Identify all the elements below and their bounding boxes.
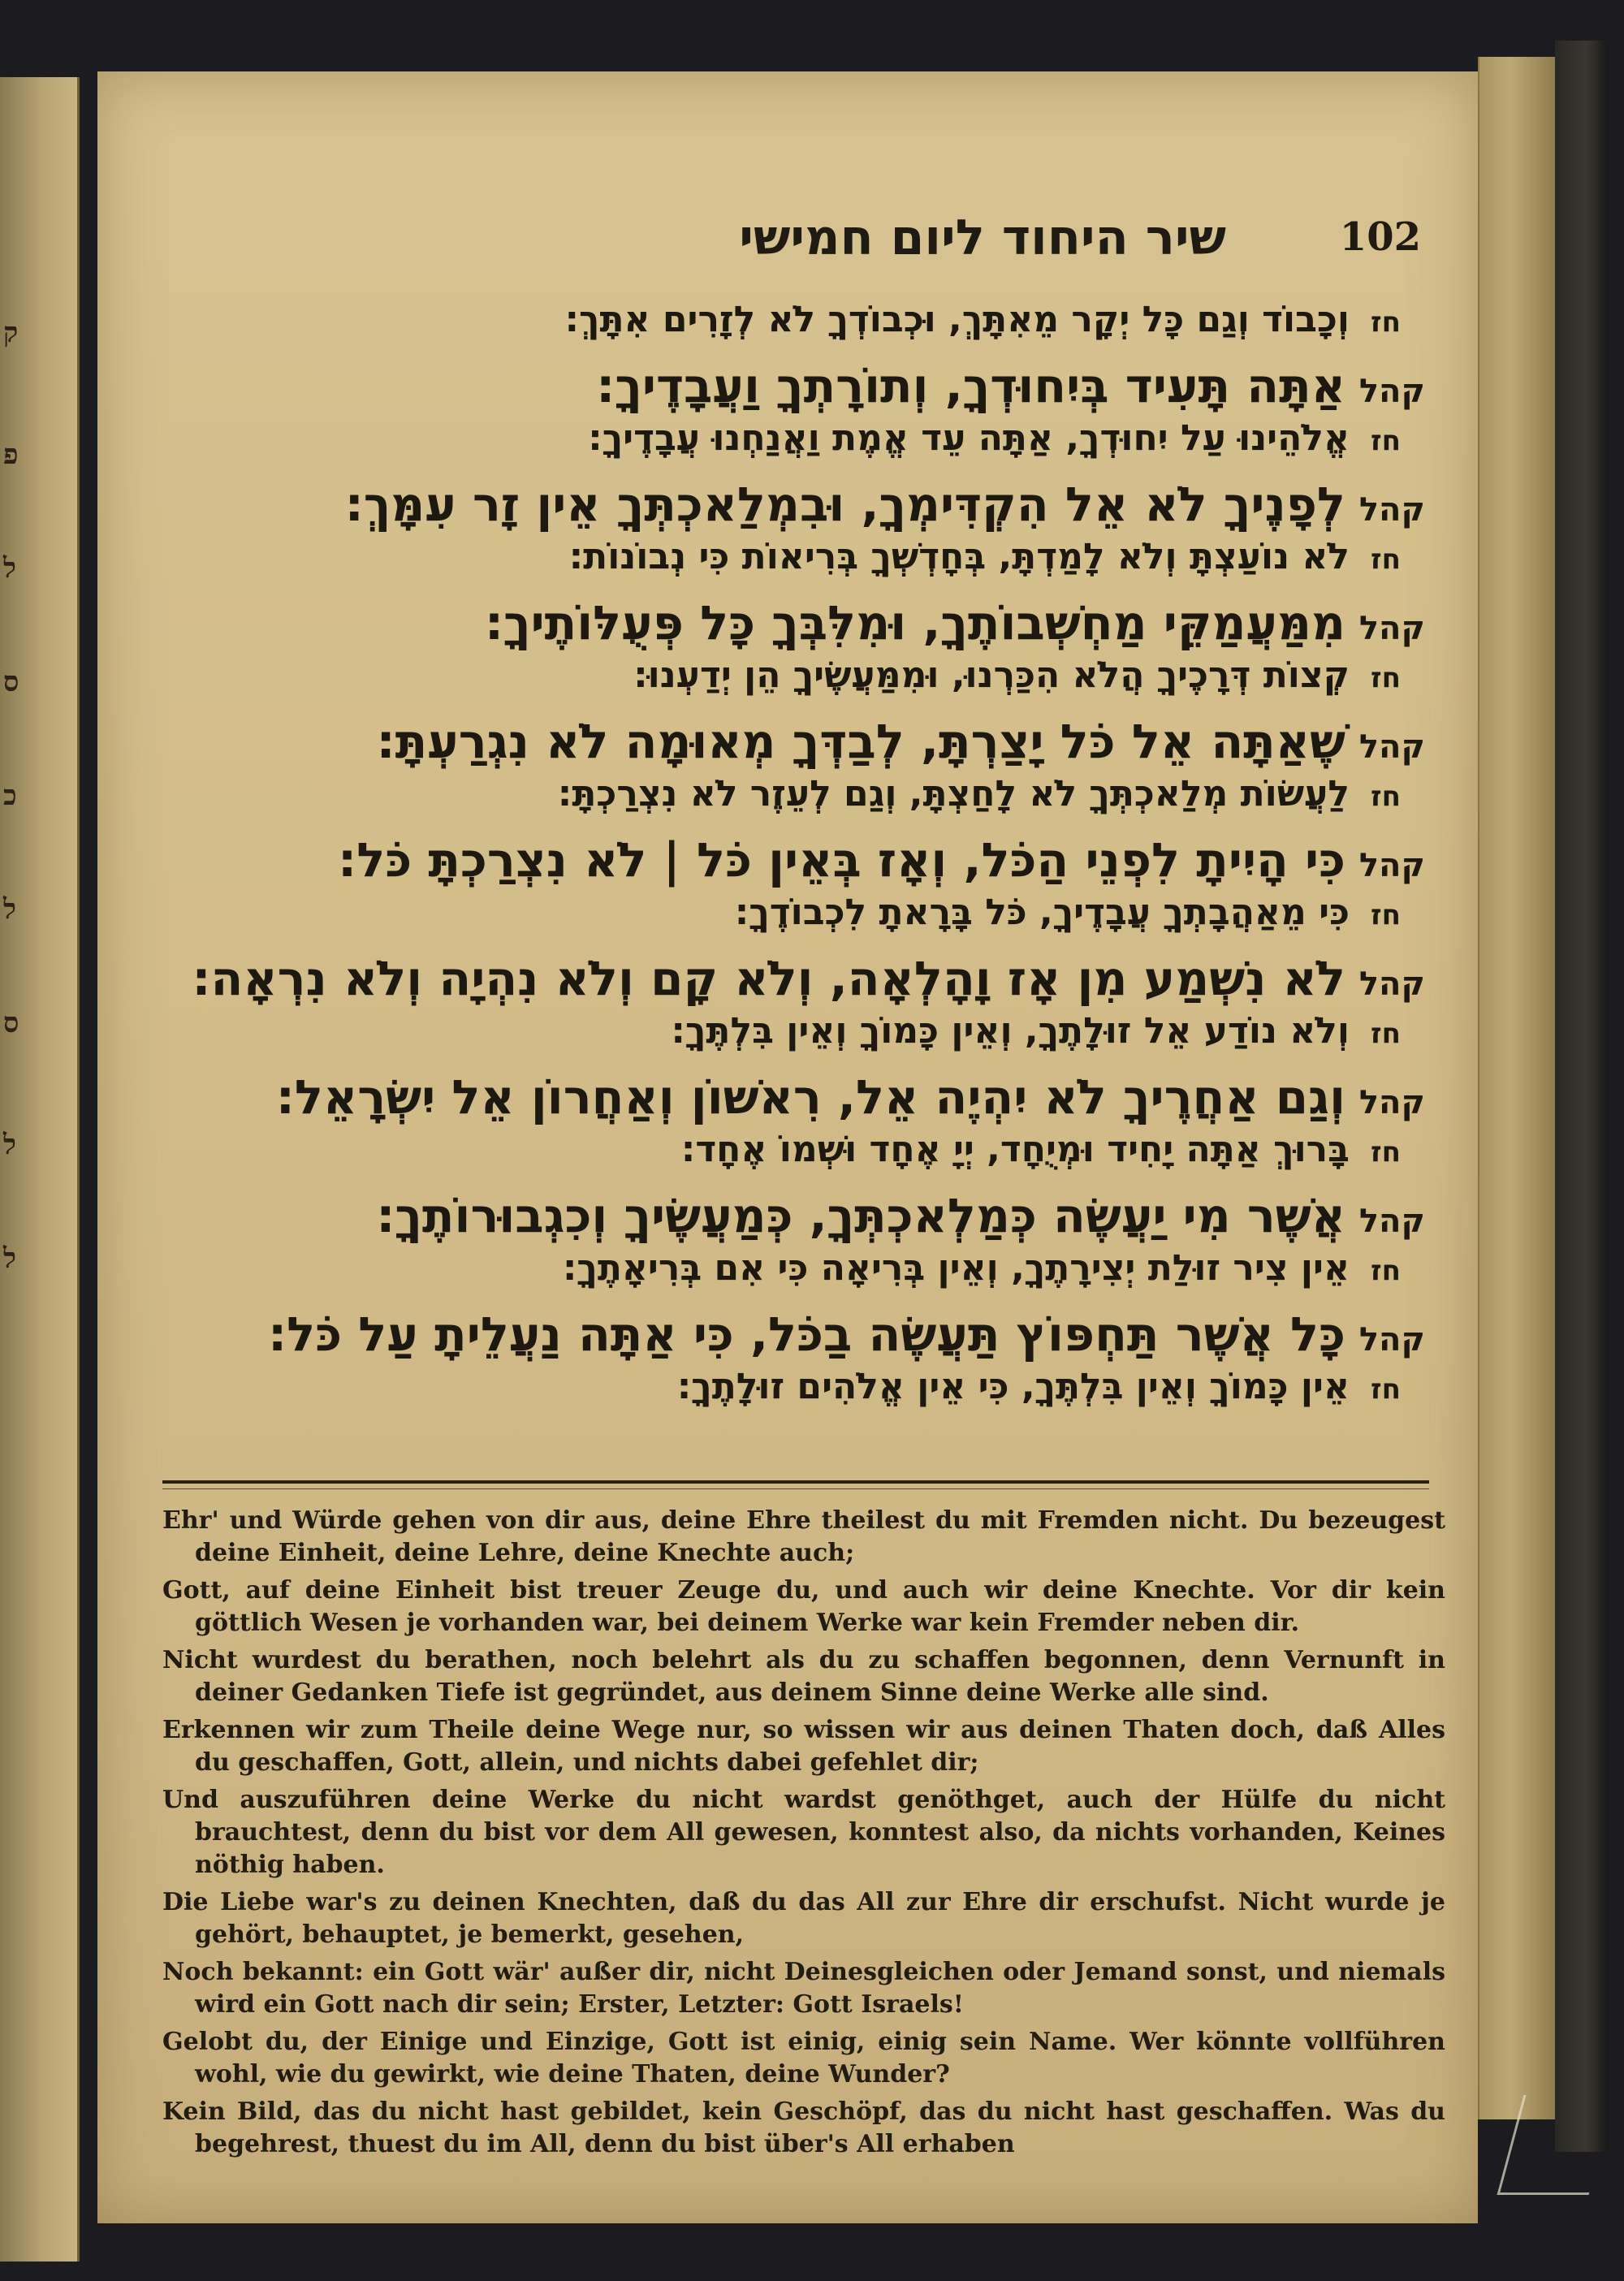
verse-text: אֵין כָּמוֹךָ וְאֵין בִּלְתֶּךָ, כִּי אֵין אֱלֹהִים זוּלָתֶךָ: [676,1366,1350,1407]
kahal-role-label: קהל [1358,728,1425,766]
hazzan-role-label: חז [1371,1373,1401,1406]
hazzan-verse-line [187,1247,1425,1289]
kahal-role-label: קהל [1358,1321,1425,1359]
kahal-role-label: קהל [1358,1084,1425,1121]
kahal-verse-line [187,832,1425,888]
hazzan-role-label: חז [1371,306,1401,339]
translation-paragraph: Gelobt du, der Einige und Einzige, Gott ist einig, einig sein Name. Wer könnte vollführen wohl, wie du gewirkt, wie deine Thaten, deine Wunder? [162,2028,1445,2089]
kahal-verse-line [187,358,1425,413]
kahal-verse-line [187,477,1425,532]
kahal-verse-line [187,1307,1425,1362]
verse-text: וְגַם אַחֲרֶיךָ לֹא יִהְיֶה אֵל, רִאשׁוֹן וְאַחֲרוֹן אֵל יִשְׂרָאֵל: [275,1069,1345,1125]
verse-text: קְצוֹת דְּרָכֶיךָ הֲלֹא הִכַּרְנוּ, וּמִמַּעֲשֶׂיךָ הֵן יְדַעְנוּ: [633,654,1350,696]
hazzan-role-label: חז [1371,780,1401,813]
verse-text: לְפָנֶיךָ לֹא אֵל הִקְדִּימְךָ, וּבִמְלַאכְתְּךָ אֵין זָר עִמָּךְ: [344,477,1345,532]
translation-paragraph: Noch bekannt: ein Gott wär' außer dir, nicht Deinesgleichen oder Jemand sonst, und niemals wird ein Gott nach dir sein; Erster, Letzter: Gott Israels! [162,1958,1445,2019]
facing-page-letter-fragment: ק [3,317,19,349]
kahal-role-label: קהל [1358,1203,1425,1240]
kahal-verse-line [187,714,1425,769]
translation-paragraph: Die Liebe war's zu deinen Knechten, daß du das All zur Ehre dir erschufst. Nicht wurde je gehört, behauptet, je bemerkt, gesehen, [162,1888,1445,1949]
verse-text: אֵין צִיר זוּלַת יְצִירָתֶךָ, וְאֵין בְּרִיאָה כִּי אִם בְּרִיאָתֶךָ: [562,1247,1350,1289]
facing-page-edge [0,77,80,2262]
kahal-role-label: קהל [1358,847,1425,884]
verse-text: לַעֲשׂוֹת מְלַאכְתְּךָ לֹא לָחַצְתָּ, וְגַם לְעֵזֶר לֹא נִצְרַכְתָּ: [557,773,1350,814]
hazzan-verse-line [187,1010,1425,1052]
hebrew-text-block [187,299,1425,1436]
kahal-role-label: קהל [1358,610,1425,647]
hazzan-verse-line [187,417,1425,459]
facing-page-letter-fragment: כ [3,780,17,812]
hazzan-verse-line [187,299,1425,340]
kahal-verse-line [187,1069,1425,1125]
kahal-verse-line [187,951,1425,1006]
footnote-divider [162,1480,1429,1484]
book-cover-edge [1555,41,1608,2152]
verse-text: וְכָבוֹד וְגַם כָּל יְקָר מֵאִתָּךְ, וּכְבוֹדְךָ לֹא לְזָרִים אִתָּךְ: [564,299,1350,340]
verse-text: לֹא נוֹעַצְתָּ וְלֹא לָמַדְתָּ, בְּחָדְשְׁךָ בְּרִיאוֹת כִּי נְבוֹנוֹת: [568,536,1350,577]
hazzan-verse-line [187,654,1425,696]
kahal-role-label: קהל [1358,966,1425,1003]
hazzan-verse-line [187,1129,1425,1170]
footnote-divider-thin [162,1488,1429,1489]
book-page [97,71,1478,2223]
verse-text: וְלֹא נוֹדַע אֵל זוּלָתֶךָ, וְאֵין כָּמוֹךָ וְאֵין בִּלְתֶּךָ: [671,1010,1350,1052]
translation-paragraph: Nicht wurdest du berathen, noch belehrt als du zu schaffen begonnen, denn Vernunft in deiner Gedanken Tiefe ist gegründet, aus deinem Sinne deine Werke alle sind. [162,1646,1445,1707]
hazzan-role-label: חז [1371,1017,1401,1050]
hazzan-role-label: חז [1371,662,1401,694]
verse-text: אֲשֶׁר מִי יַעֲשֶׂה כְּמַלְאכְתְּךָ, כְּמַעֲשֶׂיךָ וְכִגְבוּרוֹתֶךָ: [376,1188,1345,1243]
verse-text: כָּל אֲשֶׁר תַּחְפּוֹץ תַּעֲשֶׂה בַכֹּל, כִּי אַתָּה נַעֲלֵיתָ עַל כֹּל: [267,1307,1345,1362]
page-header [179,210,1421,283]
german-translation-block [162,1505,1445,2166]
verse-text: מִמַּעֲמַקֵּי מַחְשְׁבוֹתֶךָ, וּמִלִּבְּךָ כָּל פְּעֻלּוֹתֶיךָ: [484,595,1345,650]
hazzan-role-label: חז [1371,543,1401,576]
page-number: 102 [1339,214,1421,260]
verse-text: כִּי הָיִיתָ לִפְנֵי הַכֹּל, וְאָז בְּאֵין כֹּל | לֹא נִצְרַכְתָּ כֹּל: [338,832,1345,888]
verse-text: אֱלֹהֵינוּ עַל יִחוּדְךָ, אַתָּה עֵד אֱמֶת וַאֲנַחְנוּ עֲבָדֶיךָ: [588,417,1350,459]
hazzan-verse-line [187,536,1425,577]
verse-text: בָּרוּךְ אַתָּה יָחִיד וּמְיֻחָד, יְיָ אֶחָד וּשְׁמוֹ אֶחָד: [680,1129,1350,1170]
kahal-role-label: קהל [1358,491,1425,529]
page-title: שיר היחוד ליום חמישי [739,210,1226,266]
facing-page-letter-fragment: ל [3,1242,16,1275]
translation-paragraph: Gott, auf deine Einheit bist treuer Zeuge du, und auch wir deine Knechte. Vor dir kein göttlich Wesen je vorhanden war, bei deinem Werke war kein Fremder neben dir. [162,1576,1445,1637]
translation-paragraph: Ehr' und Würde gehen von dir aus, deine Ehre theilest du mit Fremden nicht. Du bezeugest deine Einheit, deine Lehre, deine Knechte auch; [162,1506,1445,1567]
hazzan-role-label: חז [1371,1255,1401,1287]
verse-text: כִּי מֵאַהֲבָתְךָ עֲבָדֶיךָ, כֹּל בָּרָאתָ לִכְבוֹדֶךָ: [734,892,1350,933]
kahal-verse-line [187,595,1425,650]
verse-text: לֹא נִשְׁמַע מִן אָז וָהָלְאָה, וְלֹא קָם וְלֹא נִהְיָה וְלֹא נִרְאָה: [192,951,1345,1006]
translation-paragraph: Kein Bild, das du nicht hast gebildet, kein Geschöpf, das du nicht hast geschaffen. Was du begehrest, thuest du im All, denn du bist über's All erhaben [162,2097,1445,2158]
facing-page-letter-fragment: ס [3,666,19,698]
facing-page-letter-fragment: ל [3,1129,16,1161]
hazzan-role-label: חז [1371,899,1401,931]
kahal-verse-line [187,1188,1425,1243]
hazzan-verse-line [187,892,1425,933]
kahal-role-label: קהל [1358,373,1425,410]
facing-page-letter-fragment: פ [3,438,19,471]
verse-text: אַתָּה תָּעִיד בְּיִחוּדְךָ, וְתוֹרָתְךָ וַעֲבָדֶיךָ: [596,358,1345,413]
translation-paragraph: Erkennen wir zum Theile deine Wege nur, so wissen wir aus deinen Thaten doch, daß Alles du geschaffen, Gott, allein, und nichts dabei gefehlet dir; [162,1716,1445,1777]
hazzan-role-label: חז [1371,425,1401,457]
facing-page-letter-fragment: ס [3,1007,19,1039]
translation-paragraph: Und auszuführen deine Werke du nicht wardst genöthget, auch der Hülfe du nicht brauchtest, denn du bist vor dem All gewesen, konntest also, da nichts vorhanden, Keines nöthig haben. [162,1786,1445,1879]
hazzan-role-label: חז [1371,1136,1401,1169]
verse-text: שֶׁאַתָּה אֵל כֹּל יָצַרְתָּ, לְבַדְּךָ מְאוּמָה לֹא נִגְרַעְתָּ: [376,714,1345,769]
hazzan-verse-line [187,773,1425,814]
facing-page-letter-fragment: ל [3,893,16,926]
facing-page-letter-fragment: ל [3,552,16,585]
page-edge-stack [1478,57,1557,2119]
hazzan-verse-line [187,1366,1425,1407]
